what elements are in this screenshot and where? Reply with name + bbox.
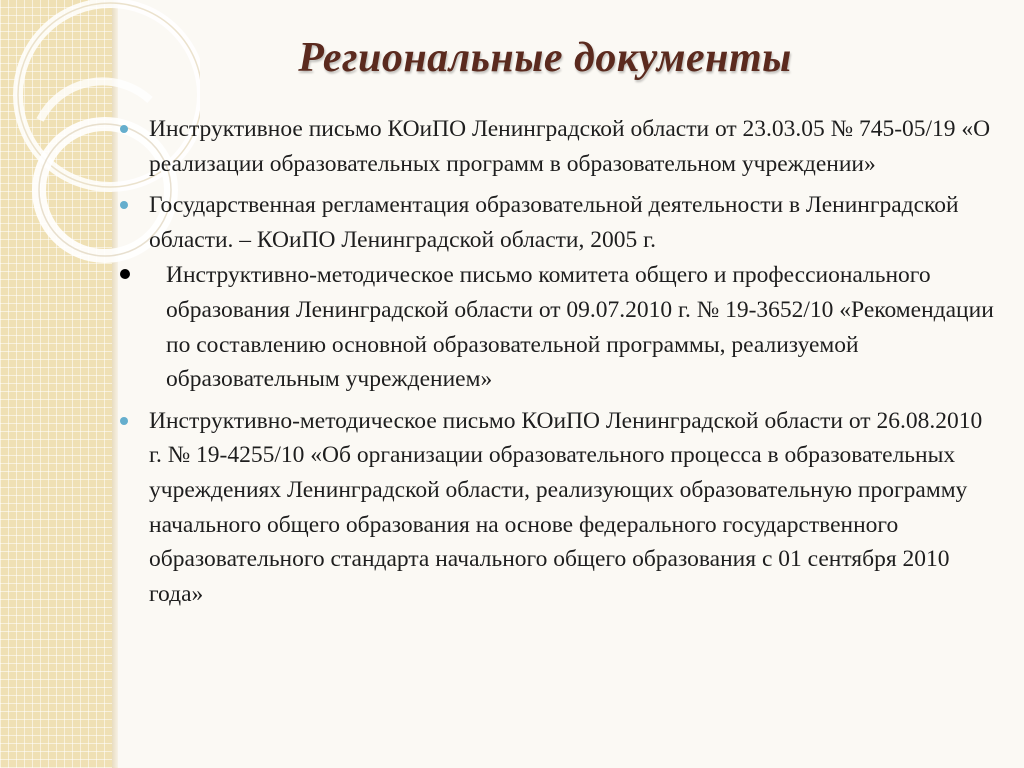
bullet-icon	[120, 417, 128, 425]
bullet-icon	[120, 125, 128, 133]
bullet-icon	[120, 269, 130, 279]
list-item-text: Государственная регламентация образовательной деятельности в Ленинградской области. – КОиПО Ленинградской области, 2005 г.	[149, 192, 959, 253]
list-item-text: Инструктивно-методическое письмо комитета общего и профессионального образования Ленинградской области от 09.07.2010 г. № 19-3652/10 «Рекомендации по составлению основной образовательной программы, реализуемой образовательным учреждением»	[166, 262, 994, 393]
bullet-icon	[120, 201, 128, 209]
slide-title: Региональные документы	[298, 35, 792, 81]
document-list	[120, 112, 1000, 618]
list-item	[120, 258, 1000, 396]
list-item-text: Инструктивно-методическое письмо КОиПО Ленинградской области от 26.08.2010 г. № 19-4255/10 «Об организации образовательного процесса в образовательных учреждениях Ленинградской области, реализующих образовательную программу начального общего образования на основе федерального государственного образовательного стандарта начального общего образования с 01 сентября 2010 года»	[149, 407, 983, 607]
list-item	[120, 188, 1000, 257]
list-item	[120, 112, 1000, 181]
list-item-text: Инструктивное письмо КОиПО Ленинградской области от 23.03.05 № 745-05/19 «О реализации образовательных программ в образовательном учреждении»	[149, 116, 991, 177]
list-item	[120, 404, 1000, 612]
